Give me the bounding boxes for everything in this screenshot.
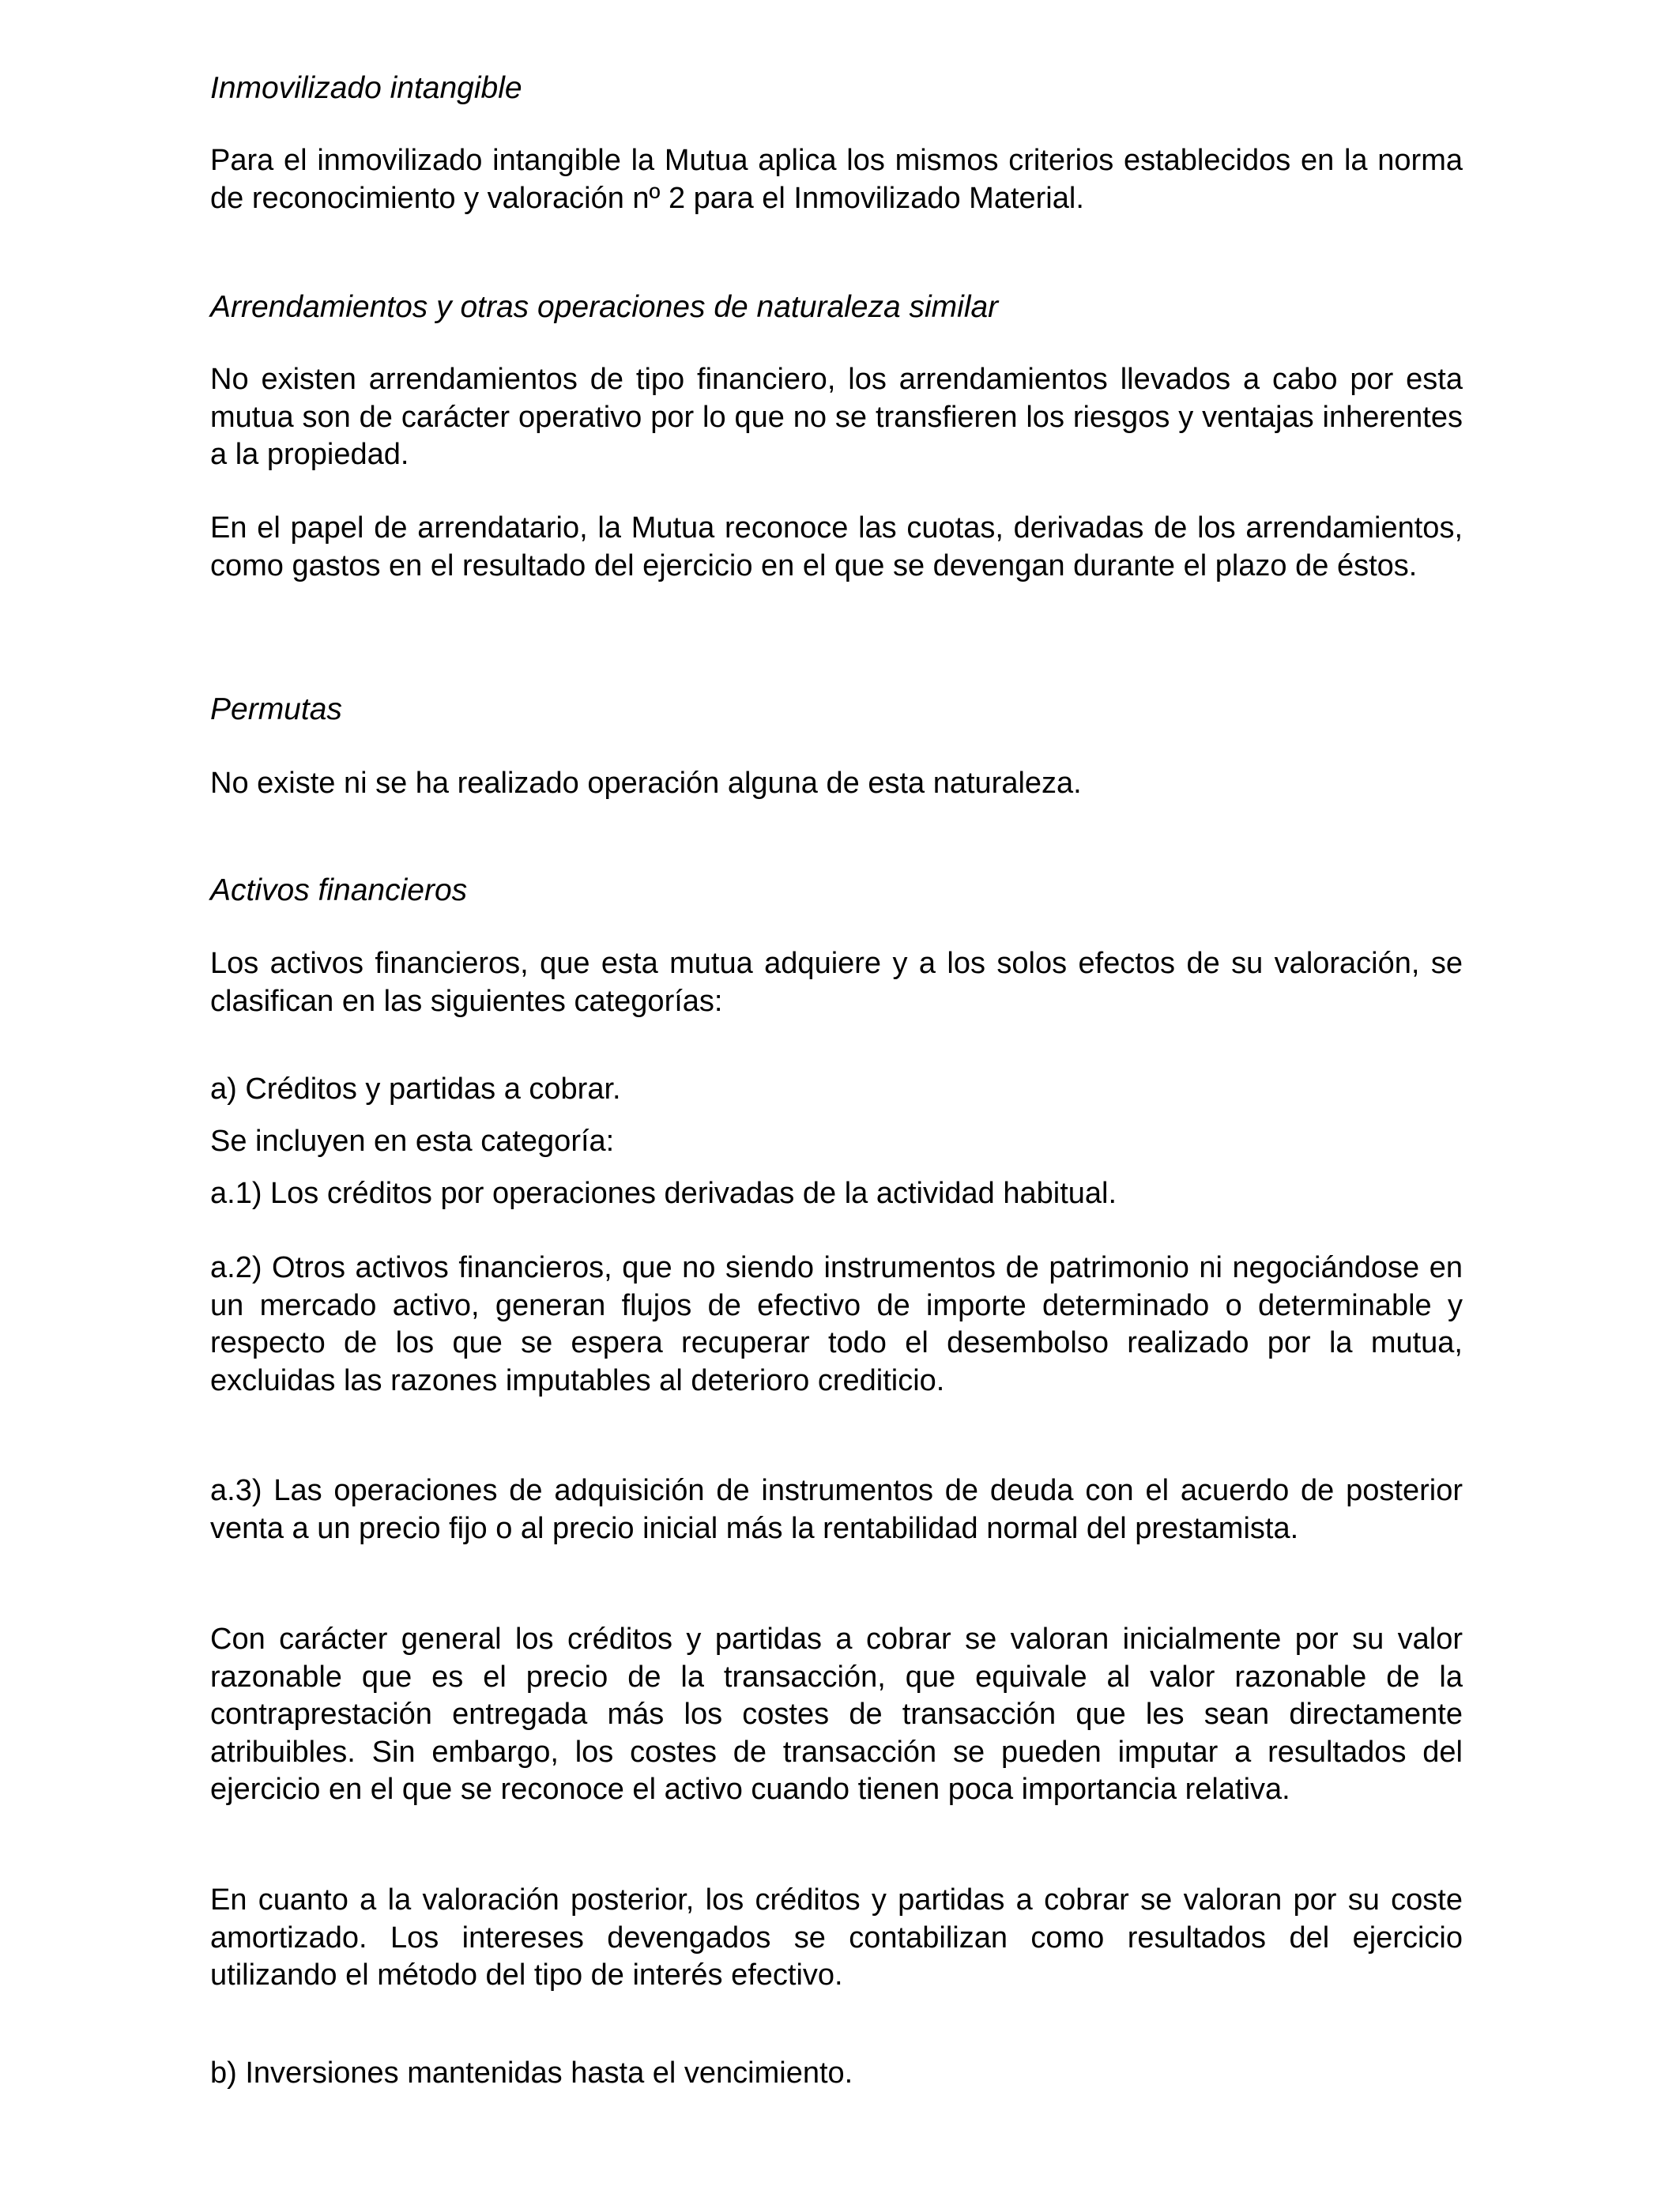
list-heading-b: b) Inversiones mantenidas hasta el vencimiento.	[210, 2056, 853, 2090]
heading-activos-financieros: Activos financieros	[210, 873, 468, 907]
paragraph-arrendamientos-2: En el papel de arrendatario, la Mutua reconoce las cuotas, derivadas de los arrendamientos, como gastos en el resultado del ejercicio en el que se devengan durante el plazo de éstos.	[210, 511, 1463, 582]
paragraph-activos-intro: Los activos financieros, que esta mutua adquiere y a los solos efectos de su valoración, se clasifican en las siguientes categorías:	[210, 947, 1463, 1018]
paragraph-valoracion-posterior: En cuanto a la valoración posterior, los créditos y partidas a cobrar se valoran por su coste amortizado. Los intereses devengados se contabilizan como resultados del ejercicio utilizando el método del tipo de interés efectivo.	[210, 1883, 1463, 1992]
list-item-a3: a.3) Las operaciones de adquisición de instrumentos de deuda con el acuerdo de posterior venta a un precio fijo o al precio inicial más la rentabilidad normal del prestamista.	[210, 1474, 1463, 1545]
list-item-a1: a.1) Los créditos por operaciones derivadas de la actividad habitual.	[210, 1177, 1117, 1210]
list-heading-a: a) Créditos y partidas a cobrar.	[210, 1072, 621, 1106]
list-item-a2: a.2) Otros activos financieros, que no siendo instrumentos de patrimonio ni negociándose en un mercado activo, generan flujos de efectivo de importe determinado o determinable y respecto de los que se espera recuperar todo el desembolso realizado por la mutua, excluidas las razones imputables al deterioro crediticio.	[210, 1251, 1463, 1397]
heading-arrendamientos: Arrendamientos y otras operaciones de naturaleza similar	[210, 290, 999, 324]
paragraph-inmovilizado: Para el inmovilizado intangible la Mutua aplica los mismos criterios establecidos en la norma de reconocimiento y valoración nº 2 para el Inmovilizado Material.	[210, 144, 1463, 215]
heading-inmovilizado-intangible: Inmovilizado intangible	[210, 71, 522, 105]
paragraph-valoracion-inicial: Con carácter general los créditos y partidas a cobrar se valoran inicialmente por su valor razonable que es el precio de la transacción, que equivale al valor razonable de la contraprestación entregada más los costes de transacción que les sean directamente atribuibles. Sin embargo, los costes de transacción se pueden imputar a resultados del ejercicio en el que se reconoce el activo cuando tienen poca importancia relativa.	[210, 1623, 1463, 1806]
paragraph-arrendamientos-1: No existen arrendamientos de tipo financiero, los arrendamientos llevados a cabo por esta mutua son de carácter operativo por lo que no se transfieren los riesgos y ventajas inherentes a la propiedad.	[210, 363, 1463, 471]
paragraph-permutas: No existe ni se ha realizado operación alguna de esta naturaleza.	[210, 767, 1082, 800]
heading-permutas: Permutas	[210, 692, 342, 726]
list-lead-a: Se incluyen en esta categoría:	[210, 1125, 615, 1158]
